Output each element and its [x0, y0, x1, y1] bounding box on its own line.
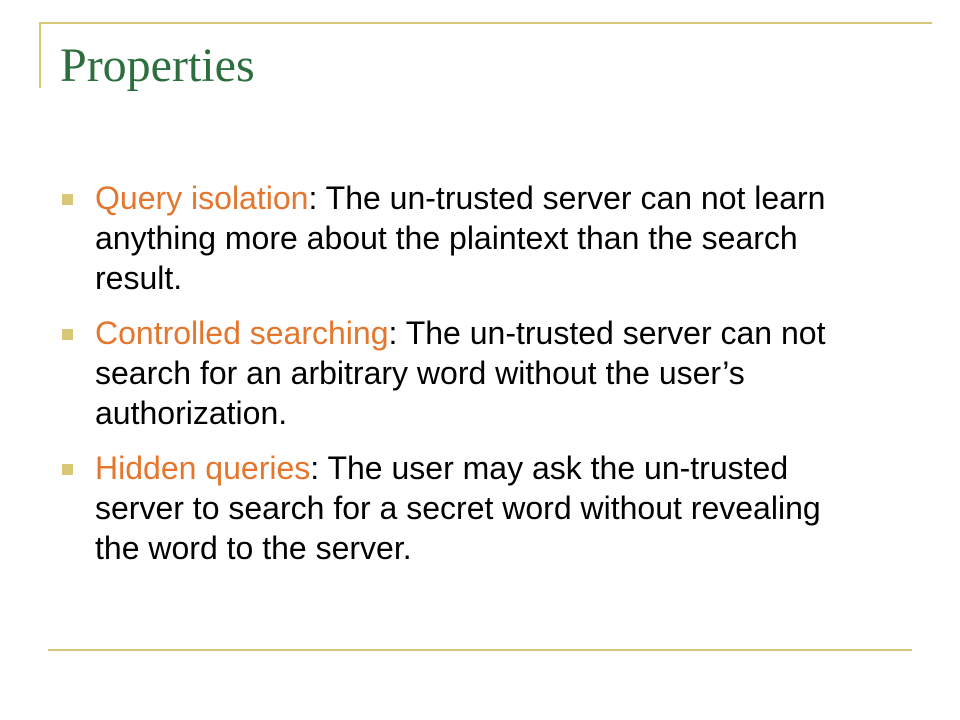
bullet-controlled-searching: [60, 313, 860, 433]
bullet-term: Hidden queries: [95, 450, 311, 486]
left-rule: [39, 22, 41, 88]
bullet-list: [60, 178, 860, 583]
bullet-text: : The un-trusted server can not learn anything more about the plaintext than the search result.: [95, 180, 826, 296]
bottom-rule: [48, 649, 912, 651]
square-bullet-icon: [62, 329, 73, 340]
slide-title: Properties: [60, 39, 255, 92]
bullet-hidden-queries: [60, 448, 860, 568]
square-bullet-icon: [62, 194, 73, 205]
bullet-term: Controlled searching: [95, 315, 389, 351]
bullet-term: Query isolation: [95, 180, 309, 216]
bullet-text: : The user may ask the un-trusted server to search for a secret word without revealing the word to the server.: [95, 450, 821, 566]
bullet-text: : The un-trusted server can not search for an arbitrary word without the user’s authorization.: [95, 315, 826, 431]
top-rule: [40, 22, 932, 24]
bullet-query-isolation: [60, 178, 860, 298]
square-bullet-icon: [62, 464, 73, 475]
